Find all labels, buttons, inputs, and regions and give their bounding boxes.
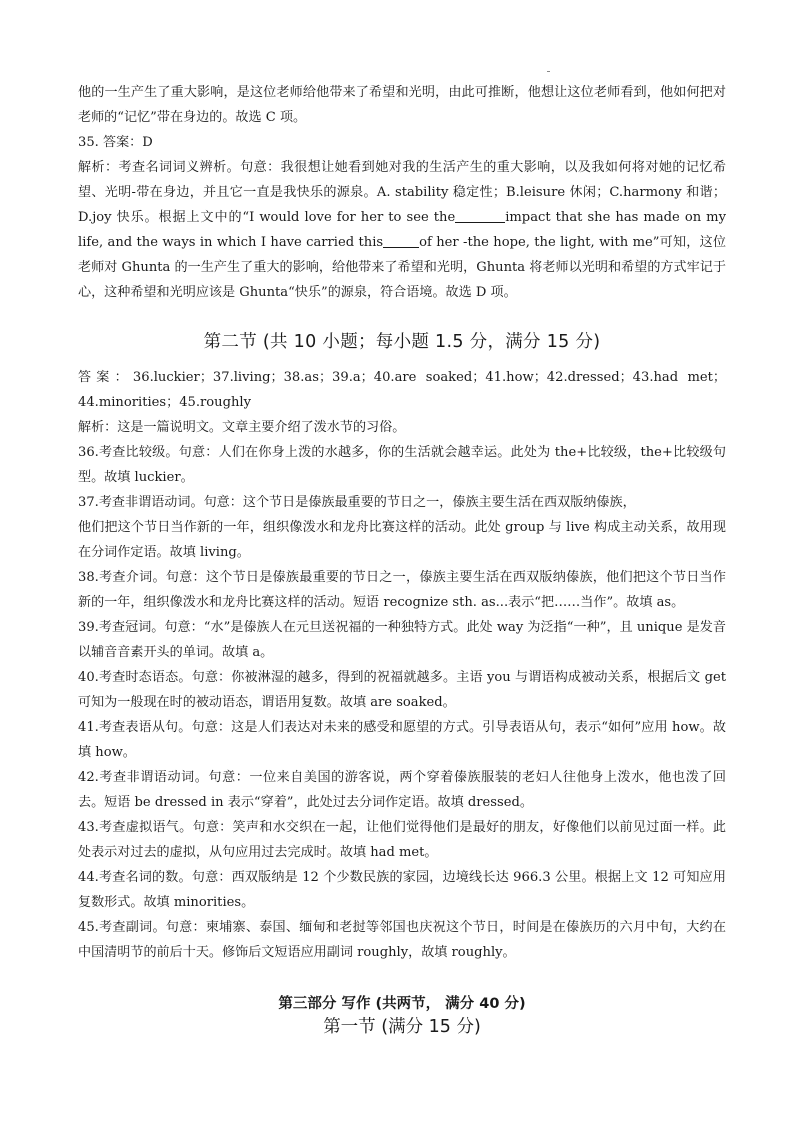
q35-answer: 35. 答案：D: [78, 135, 153, 150]
scan-mark: [547, 71, 550, 72]
q35-analysis: [78, 155, 726, 305]
section-2-answers: 答案：36.luckier；37.living；38.as；39.a；40.are soaked；41.how；42.dressed；43.had met；44.minorities；45.roughly: [78, 370, 726, 410]
item-37-line2: 他们把这个节日当作新的一年，组织像泼水和龙舟比赛这样的活动。此处 group 与 live 构成主动关系，故用现在分词作定语。故填 living。: [78, 520, 726, 560]
q35-analysis-part2: impact that she has made on my life, and the ways in which I have carried this: [78, 210, 726, 250]
part-3-section-1-title: 第一节 (满分 15 分): [323, 1017, 481, 1037]
item-36: 36.考查比较级。句意：人们在你身上泼的水越多，你的生活就会越幸运。此处为 the+比较级，the+比较级句型。故填 luckier。: [78, 445, 726, 485]
q34-analysis-tail: 他的一生产生了重大影响，是这位老师给他带来了希望和光明，由此可推断，他想让这位老师看到，他如何把对老师的“记忆”带在身边的。故选 C 项。: [78, 85, 726, 125]
part-3-title: 第三部分 写作 (共两节， 满分 40 分): [278, 996, 526, 1012]
q35-analysis-part1: 解析：考查名词词义辨析。句意：我很想让她看到她对我的生活产生的重大影响，以及我如何将对她的记忆希望、光明-带在身边，并且它一直是我快乐的源泉。A. stability 稳定性；B.leisure 休闲；C.harmony 和谐；D.joy 快乐。根据上文中的“I would love for her to see the: [78, 160, 726, 225]
fill-blank-1: [455, 208, 505, 223]
item-39: 39.考查冠词。句意：“水”是傣族人在元旦送祝福的一种独特方式。此处 way 为泛指“一种”，且 unique 是发音以辅音音素开头的单词。故填 a。: [78, 620, 726, 660]
item-44: 44.考查名词的数。句意：西双版纳是 12 个少数民族的家园，边境线长达 966.3 公里。根据上文 12 可知应用复数形式。故填 minorities。: [78, 870, 726, 910]
item-37-line1: 37.考查非谓语动词。句意：这个节日是傣族最重要的节日之一，傣族主要生活在西双版纳傣族，: [78, 495, 636, 510]
section-2-intro: 解析：这是一篇说明文。文章主要介绍了泼水节的习俗。: [78, 420, 406, 435]
fill-blank-2: [383, 233, 419, 248]
item-38: 38.考查介词。句意：这个节日是傣族最重要的节日之一，傣族主要生活在西双版纳傣族，他们把这个节日当作新的一年，组织像泼水和龙舟比赛这样的活动。短语 recognize sth. as...表示“把……当作”。故填 as。: [78, 570, 726, 610]
item-45: 45.考查副词。句意：柬埔寨、泰国、缅甸和老挝等邻国也庆祝这个节日，时间是在傣族历的六月中旬，大约在中国清明节的前后十天。修饰后文短语应用副词 roughly，故填 roughly。: [78, 920, 726, 960]
item-43: 43.考查虚拟语气。句意：笑声和水交织在一起，让他们觉得他们是最好的朋友，好像他们以前见过面一样。此处表示对过去的虚拟，从句应用过去完成时。故填 had met。: [78, 820, 726, 860]
item-40: 40.考查时态语态。句意：你被淋湿的越多，得到的祝福就越多。主语 you 与谓语构成被动关系，根据后文 get 可知为一般现在时的被动语态，谓语用复数。故填 are soaked。: [78, 670, 726, 710]
section-2-title: 第二节 (共 10 小题；每小题 1.5 分，满分 15 分): [203, 332, 601, 352]
item-42: 42.考查非谓语动词。句意：一位来自美国的游客说，两个穿着傣族服装的老妇人往他身上泼水，他也泼了回去。短语 be dressed in 表示“穿着”，此处过去分词作定语。故填 dressed。: [78, 770, 726, 810]
item-41: 41.考查表语从句。句意：这是人们表达对未来的感受和愿望的方式。引导表语从句，表示“如何”应用 how。故填 how。: [78, 720, 726, 760]
document-content: [78, 80, 726, 1039]
q35-analysis-part3: of her -the hope, the light, with me”可知，这位老师对 Ghunta 的一生产生了重大的影响，给他带来了希望和光明，Ghunta 将老师以光明和希望的方式牢记于心，这种希望和光明应该是 Ghunta“快乐”的源泉，符合语境。故选 D 项。: [78, 235, 726, 300]
